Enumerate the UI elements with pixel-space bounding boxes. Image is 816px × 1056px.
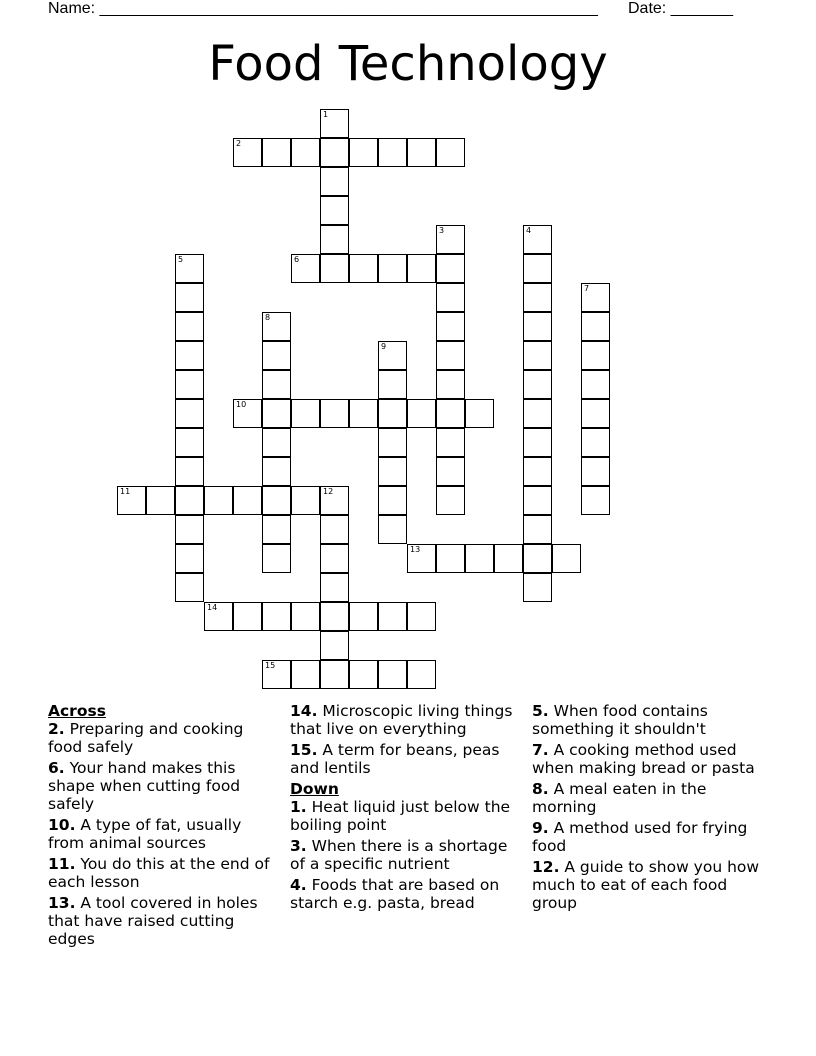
grid-cell[interactable] [320, 631, 349, 660]
grid-cell[interactable] [378, 602, 407, 631]
clue-number-label: 8 [265, 313, 271, 322]
grid-cell[interactable] [581, 283, 610, 312]
grid-cell[interactable] [581, 457, 610, 486]
clue-column-1 [48, 702, 280, 951]
grid-cell[interactable] [378, 254, 407, 283]
grid-cell[interactable] [233, 138, 262, 167]
clue-across-13 [48, 894, 280, 948]
grid-cell[interactable] [465, 544, 494, 573]
grid-cell[interactable] [262, 660, 291, 689]
grid-cell[interactable] [552, 544, 581, 573]
clue-column-2 [290, 702, 522, 915]
grid-cell[interactable] [436, 283, 465, 312]
grid-cell[interactable] [291, 138, 320, 167]
clue-number: 13. [48, 894, 76, 912]
grid-cell[interactable] [175, 573, 204, 602]
grid-cell[interactable] [175, 283, 204, 312]
clue-number: 6. [48, 759, 65, 777]
clue-down-12 [532, 858, 764, 912]
down-heading: Down [290, 780, 339, 798]
grid-cell[interactable] [320, 573, 349, 602]
grid-cell[interactable] [204, 602, 233, 631]
grid-cell[interactable] [581, 428, 610, 457]
grid-cell[interactable] [494, 544, 523, 573]
grid-cell[interactable] [436, 544, 465, 573]
grid-cell[interactable] [378, 660, 407, 689]
clue-text: Your hand makes this shape when cutting food safely [48, 759, 241, 813]
grid-cell[interactable] [175, 457, 204, 486]
clue-number-label: 2 [236, 139, 242, 148]
grid-cell[interactable] [523, 399, 552, 428]
grid-cell[interactable] [523, 486, 552, 515]
clue-across-15 [290, 741, 522, 777]
grid-cell[interactable] [262, 515, 291, 544]
grid-cell[interactable] [320, 602, 349, 631]
grid-cell[interactable] [523, 573, 552, 602]
grid-cell[interactable] [320, 515, 349, 544]
grid-cell[interactable] [262, 602, 291, 631]
grid-cell[interactable] [407, 399, 436, 428]
clue-number: 11. [48, 855, 76, 873]
grid-cell[interactable] [581, 312, 610, 341]
grid-cell[interactable] [291, 660, 320, 689]
grid-cell[interactable] [407, 602, 436, 631]
grid-cell[interactable] [407, 138, 436, 167]
grid-cell[interactable] [291, 602, 320, 631]
grid-cell[interactable] [320, 660, 349, 689]
grid-cell[interactable] [262, 312, 291, 341]
grid-cell[interactable] [436, 428, 465, 457]
across-heading: Across [48, 702, 106, 720]
grid-cell[interactable] [523, 544, 552, 573]
grid-cell[interactable] [320, 254, 349, 283]
grid-cell[interactable] [175, 515, 204, 544]
grid-cell[interactable] [523, 370, 552, 399]
grid-cell[interactable] [262, 544, 291, 573]
clue-text: Preparing and cooking food safely [48, 720, 244, 756]
clue-number: 5. [532, 702, 549, 720]
grid-cell[interactable] [349, 602, 378, 631]
grid-cell[interactable] [233, 486, 262, 515]
clue-number-label: 1 [323, 110, 329, 119]
grid-cell[interactable] [436, 457, 465, 486]
clue-number: 7. [532, 741, 549, 759]
clue-down-1 [290, 798, 522, 834]
grid-cell[interactable] [581, 399, 610, 428]
grid-cell[interactable] [262, 341, 291, 370]
clue-number-label: 13 [410, 545, 421, 554]
clue-number: 15. [290, 741, 318, 759]
grid-cell[interactable] [320, 544, 349, 573]
clue-number: 2. [48, 720, 65, 738]
grid-cell[interactable] [320, 399, 349, 428]
clue-text: Foods that are based on starch e.g. pasta, bread [290, 876, 500, 912]
grid-cell[interactable] [349, 399, 378, 428]
clue-number: 12. [532, 858, 560, 876]
grid-cell[interactable] [175, 370, 204, 399]
grid-cell[interactable] [523, 254, 552, 283]
grid-cell[interactable] [291, 486, 320, 515]
clue-number: 4. [290, 876, 307, 894]
clue-text: When food contains something it shouldn't [532, 702, 708, 738]
clue-across-11 [48, 855, 280, 891]
clue-text: A method used for frying food [532, 819, 748, 855]
grid-cell[interactable] [349, 660, 378, 689]
clue-number-label: 3 [439, 226, 445, 235]
grid-cell[interactable] [175, 399, 204, 428]
grid-cell[interactable] [378, 515, 407, 544]
page-title: Food Technology [208, 36, 608, 92]
grid-cell[interactable] [436, 254, 465, 283]
grid-cell[interactable] [581, 370, 610, 399]
grid-cell[interactable] [146, 486, 175, 515]
grid-cell[interactable] [378, 138, 407, 167]
grid-cell[interactable] [262, 399, 291, 428]
clue-number-label: 11 [120, 487, 131, 496]
grid-cell[interactable] [233, 399, 262, 428]
grid-cell[interactable] [378, 428, 407, 457]
grid-cell[interactable] [291, 254, 320, 283]
clue-text: A meal eaten in the morning [532, 780, 707, 816]
clue-number: 1. [290, 798, 307, 816]
grid-cell[interactable] [204, 486, 233, 515]
grid-cell[interactable] [523, 283, 552, 312]
clue-text: A cooking method used when making bread or pasta [532, 741, 755, 777]
grid-cell[interactable] [175, 254, 204, 283]
clue-text: A guide to show you how much to eat of each food group [532, 858, 760, 912]
grid-cell[interactable] [175, 312, 204, 341]
clue-text: A term for beans, peas and lentils [290, 741, 500, 777]
grid-cell[interactable] [320, 196, 349, 225]
date-field-label[interactable]: Date: _______ [628, 0, 733, 17]
clue-down-4 [290, 876, 522, 912]
grid-cell[interactable] [523, 312, 552, 341]
grid-cell[interactable] [581, 486, 610, 515]
clue-text: Microscopic living things that live on everything [290, 702, 513, 738]
grid-cell[interactable] [523, 515, 552, 544]
clue-number-label: 6 [294, 255, 300, 264]
grid-cell[interactable] [465, 399, 494, 428]
grid-cell[interactable] [378, 457, 407, 486]
clue-number: 3. [290, 837, 307, 855]
clue-down-7 [532, 741, 764, 777]
clue-across-2 [48, 720, 280, 756]
grid-cell[interactable] [262, 457, 291, 486]
clue-number: 9. [532, 819, 549, 837]
grid-cell[interactable] [378, 370, 407, 399]
grid-cell[interactable] [436, 370, 465, 399]
clue-number: 14. [290, 702, 318, 720]
clue-down-5 [532, 702, 764, 738]
clue-number: 10. [48, 816, 76, 834]
grid-cell[interactable] [378, 341, 407, 370]
grid-cell[interactable] [378, 399, 407, 428]
grid-cell[interactable] [262, 138, 291, 167]
grid-cell[interactable] [436, 138, 465, 167]
clue-number-label: 5 [178, 255, 184, 264]
grid-cell[interactable] [523, 341, 552, 370]
grid-cell[interactable] [291, 399, 320, 428]
name-field-label[interactable]: Name: ________________________________________________________ [48, 0, 598, 17]
clue-text: When there is a shortage of a specific nutrient [290, 837, 508, 873]
grid-cell[interactable] [175, 341, 204, 370]
grid-cell[interactable] [262, 486, 291, 515]
grid-cell[interactable] [523, 428, 552, 457]
grid-cell[interactable] [262, 428, 291, 457]
grid-cell[interactable] [349, 138, 378, 167]
clue-column-3 [532, 702, 764, 915]
clue-number-label: 4 [526, 226, 532, 235]
clue-text: A type of fat, usually from animal sources [48, 816, 242, 852]
grid-cell[interactable] [523, 225, 552, 254]
clue-down-8 [532, 780, 764, 816]
grid-cell[interactable] [378, 486, 407, 515]
clue-text: Heat liquid just below the boiling point [290, 798, 511, 834]
grid-cell[interactable] [407, 544, 436, 573]
grid-cell[interactable] [436, 341, 465, 370]
grid-cell[interactable] [523, 457, 552, 486]
clue-number-label: 14 [207, 603, 218, 612]
clue-number-label: 12 [323, 487, 334, 496]
grid-cell[interactable] [117, 486, 146, 515]
grid-cell[interactable] [436, 399, 465, 428]
grid-cell[interactable] [436, 486, 465, 515]
clue-text: You do this at the end of each lesson [48, 855, 270, 891]
clue-number-label: 7 [584, 284, 590, 293]
grid-cell[interactable] [233, 602, 262, 631]
clue-number-label: 9 [381, 342, 387, 351]
grid-cell[interactable] [407, 660, 436, 689]
grid-cell[interactable] [320, 138, 349, 167]
grid-cell[interactable] [407, 254, 436, 283]
grid-cell[interactable] [349, 254, 378, 283]
grid-cell[interactable] [175, 486, 204, 515]
grid-cell[interactable] [581, 341, 610, 370]
grid-cell[interactable] [320, 109, 349, 138]
grid-cell[interactable] [320, 225, 349, 254]
grid-cell[interactable] [320, 167, 349, 196]
grid-cell[interactable] [320, 486, 349, 515]
clue-across-6 [48, 759, 280, 813]
grid-cell[interactable] [175, 544, 204, 573]
clue-text: A tool covered in holes that have raised cutting edges [48, 894, 258, 948]
clue-down-3 [290, 837, 522, 873]
grid-cell[interactable] [436, 225, 465, 254]
clue-across-10 [48, 816, 280, 852]
grid-cell[interactable] [175, 428, 204, 457]
clue-number-label: 15 [265, 661, 276, 670]
clue-across-14 [290, 702, 522, 738]
clue-number: 8. [532, 780, 549, 798]
clue-number-label: 10 [236, 400, 247, 409]
clue-down-9 [532, 819, 764, 855]
grid-cell[interactable] [436, 312, 465, 341]
grid-cell[interactable] [262, 370, 291, 399]
